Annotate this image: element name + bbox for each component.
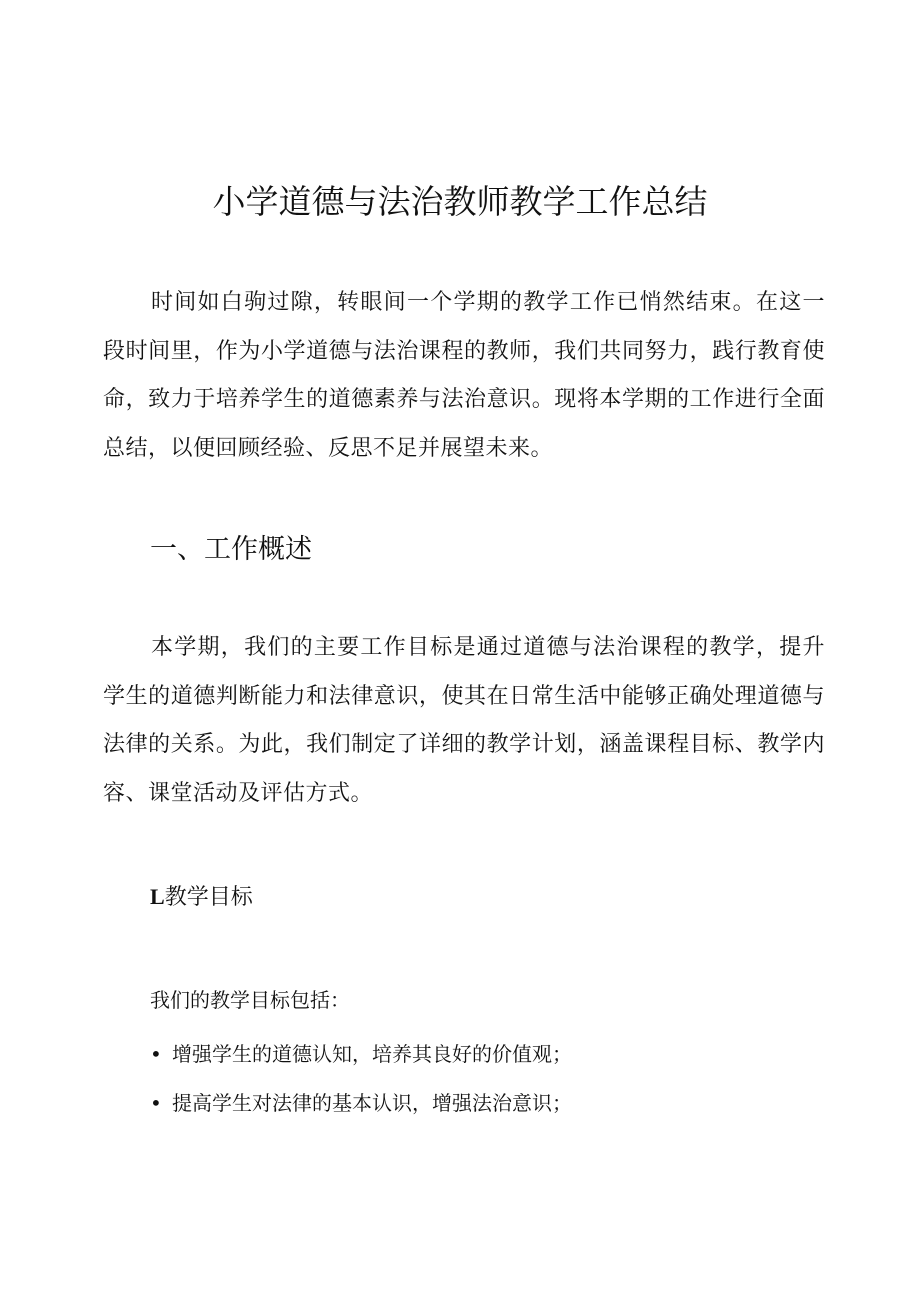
subsection-heading-text: 教学目标 [164,885,253,910]
goals-list [150,1030,572,1128]
overview-paragraph: 本学期，我们的主要工作目标是通过道德与法治课程的教学，提升学生的道德判断能力和法律意识，使其在日常生活中能够正确处理道德与法律的关系。为此，我们制定了详细的教学计划，涵盖课程目标、教学内容、课堂活动及评估方式。 [103,635,825,806]
list-item-text: 增强学生的道德认知，培养其良好的价值观； [172,1042,572,1066]
document-title: 小学道德与法治教师教学工作总结 [212,182,708,221]
subsection-heading-teaching-goals [150,880,253,915]
list-item [150,1079,572,1128]
subsection-heading-lead: L [150,884,165,909]
list-item-text: 提高学生对法律的基本认识，增强法治意识； [172,1091,572,1115]
intro-paragraph: 时间如白驹过隙，转眼间一个学期的教学工作已悄然结束。在这一段时间里，作为小学道德与法治课程的教师，我们共同努力，践行教育使命，致力于培养学生的道德素养与法治意识。现将本学期的工作进行全面总结，以便回顾经验、反思不足并展望未来。 [103,290,825,461]
bullet-icon: • [150,1042,162,1066]
section-heading-overview: 一、工作概述 [150,534,312,565]
list-item [150,1030,572,1079]
bullet-icon: • [150,1091,162,1115]
goals-intro: 我们的教学目标包括： [150,988,350,1012]
